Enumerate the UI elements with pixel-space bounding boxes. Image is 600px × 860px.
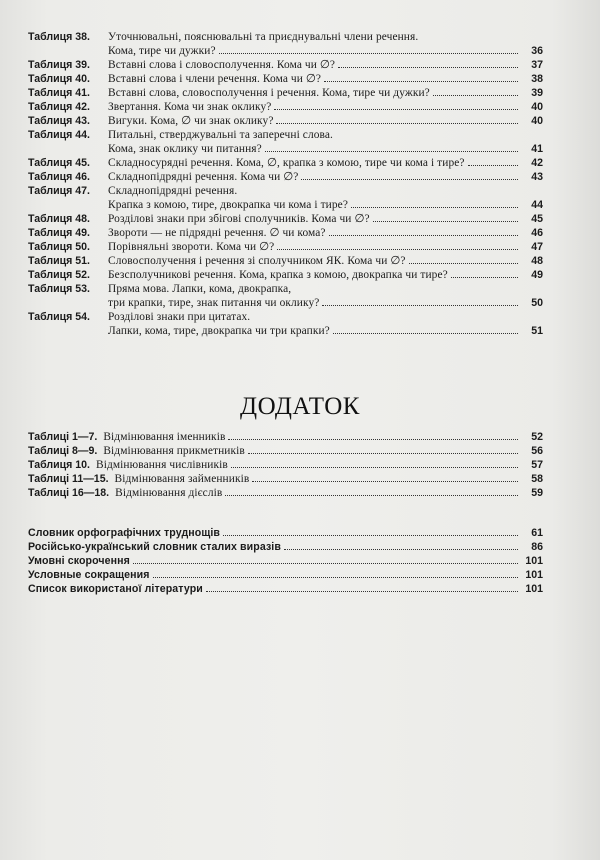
toc-entry-label: Таблиця 47. xyxy=(28,185,90,197)
toc-page-number: 43 xyxy=(531,171,543,183)
toc-entry-label: Таблиця 45. xyxy=(28,157,90,169)
toc-entry-line xyxy=(28,30,543,44)
toc-entry-line xyxy=(28,268,543,282)
dot-leader xyxy=(276,123,518,124)
dot-leader xyxy=(333,333,518,334)
toc-page-number: 41 xyxy=(531,143,543,155)
appendix-entry-label: Таблиці 8—9. xyxy=(28,445,98,457)
toc-entry-label: Таблиця 50. xyxy=(28,241,90,253)
appendix-entry xyxy=(28,486,543,500)
dot-leader xyxy=(225,495,518,496)
toc-entry-text: три крапки, тире, знак питання чи оклику? xyxy=(108,297,320,309)
toc-entry-line xyxy=(28,226,543,240)
toc-page-number: 51 xyxy=(531,325,543,337)
dot-leader xyxy=(351,207,518,208)
contents-appendix-list xyxy=(28,430,543,500)
toc-page-number: 47 xyxy=(531,241,543,253)
toc-entry-line xyxy=(28,254,543,268)
toc-page-number: 50 xyxy=(531,297,543,309)
toc-entry-label: Таблиця 42. xyxy=(28,101,90,113)
toc-entry-label: Таблиця 54. xyxy=(28,311,90,323)
toc-entry-text: Розділові знаки при збігові сполучників. Кома чи ∅? xyxy=(108,213,370,225)
toc-entry-line xyxy=(28,100,543,114)
toc-entry-line xyxy=(28,282,543,296)
appendix-entry-text: Відмінювання займенників xyxy=(114,473,250,485)
toc-page-number: 36 xyxy=(531,45,543,57)
toc-page-number: 42 xyxy=(531,157,543,169)
toc-entry-text: Вставні слова і члени речення. Кома чи ∅? xyxy=(108,73,322,85)
extra-page-number: 101 xyxy=(525,583,543,595)
appendix-entry-text: Відмінювання дієслів xyxy=(115,487,223,499)
toc-entry-text: Звертання. Кома чи знак оклику? xyxy=(108,101,272,113)
extra-entry xyxy=(28,554,543,568)
toc-page-number: 48 xyxy=(531,255,543,267)
extra-entry xyxy=(28,568,543,582)
dot-leader xyxy=(228,439,518,440)
dot-leader xyxy=(265,151,518,152)
toc-entry-text: Питальні, стверджувальні та заперечні слова. xyxy=(108,129,333,141)
toc-entry-text: Кома, знак оклику чи питання? xyxy=(108,143,262,155)
appendix-entry-label: Таблиці 16—18. xyxy=(28,487,110,499)
toc-entry-line xyxy=(28,240,543,254)
toc-entry-text: Звороти — не підрядні речення. ∅ чи кома? xyxy=(108,227,326,239)
appendix-entry-text: Відмінювання іменників xyxy=(103,431,226,443)
toc-entry-line xyxy=(28,44,543,58)
dot-leader xyxy=(301,179,518,180)
toc-entry-label: Таблиця 48. xyxy=(28,213,90,225)
dot-leader xyxy=(133,563,518,564)
toc-entry-line xyxy=(28,296,543,310)
toc-entry-line xyxy=(28,142,543,156)
toc-entry-label: Таблиця 53. xyxy=(28,283,90,295)
toc-entry-line xyxy=(28,114,543,128)
toc-entry-label: Таблиця 44. xyxy=(28,129,90,141)
extra-page-number: 86 xyxy=(531,541,543,553)
dot-leader xyxy=(451,277,518,278)
appendix-entry xyxy=(28,458,543,472)
toc-entry-line xyxy=(28,58,543,72)
appendix-page-number: 59 xyxy=(531,487,543,499)
toc-entry-line xyxy=(28,324,543,338)
toc-page-number: 37 xyxy=(531,59,543,71)
toc-entry-line xyxy=(28,212,543,226)
extra-entry xyxy=(28,540,543,554)
dot-leader xyxy=(338,67,518,68)
toc-entry-text: Розділові знаки при цитатах. xyxy=(108,311,251,323)
appendix-page-number: 56 xyxy=(531,445,543,457)
appendix-entry-label: Таблиці 11—15. xyxy=(28,473,109,485)
toc-entry-line xyxy=(28,310,543,324)
appendix-page-number: 52 xyxy=(531,431,543,443)
toc-entry-label: Таблиця 43. xyxy=(28,115,90,127)
toc-entry-text: Складносурядні речення. Кома, ∅, крапка з комою, тире чи кома і тире? xyxy=(108,157,465,169)
dot-leader xyxy=(153,577,518,578)
toc-entry-line xyxy=(28,86,543,100)
toc-entry-text: Вигуки. Кома, ∅ чи знак оклику? xyxy=(108,115,274,127)
appendix-entry xyxy=(28,430,543,444)
toc-entry-line xyxy=(28,72,543,86)
toc-entry-text: Порівняльні звороти. Кома чи ∅? xyxy=(108,241,275,253)
dot-leader xyxy=(409,263,518,264)
appendix-entry-text: Відмінювання прикметників xyxy=(103,445,245,457)
appendix-heading: ДОДАТОК xyxy=(240,393,360,420)
appendix-entry xyxy=(28,472,543,486)
toc-entry-line xyxy=(28,128,543,142)
toc-entry-line xyxy=(28,156,543,170)
extra-entry-text: Словник орфографічних труднощів xyxy=(28,527,221,539)
appendix-entry-label: Таблиця 10. xyxy=(28,459,90,471)
toc-page-number: 38 xyxy=(531,73,543,85)
extra-entry xyxy=(28,582,543,596)
dot-leader xyxy=(277,249,518,250)
toc-entry-line xyxy=(28,184,543,198)
toc-entry-text: Складнопідрядні речення. xyxy=(108,185,238,197)
dot-leader xyxy=(433,95,518,96)
toc-entry-text: Складнопідрядні речення. Кома чи ∅? xyxy=(108,171,299,183)
dot-leader xyxy=(219,53,518,54)
toc-entry-label: Таблиця 39. xyxy=(28,59,90,71)
contents-main-list xyxy=(28,30,543,338)
toc-entry-label: Таблиця 49. xyxy=(28,227,90,239)
extra-page-number: 101 xyxy=(525,569,543,581)
toc-entry-text: Безсполучникові речення. Кома, крапка з комою, двокрапка чи тире? xyxy=(108,269,448,281)
dot-leader xyxy=(324,81,518,82)
dot-leader xyxy=(322,305,518,306)
appendix-entry-label: Таблиці 1—7. xyxy=(28,431,98,443)
dot-leader xyxy=(284,549,518,550)
dot-leader xyxy=(248,453,518,454)
extra-entry xyxy=(28,526,543,540)
appendix-entry-text: Відмінювання числівників xyxy=(96,459,228,471)
toc-entry-text: Словосполучення і речення зі сполучником ЯК. Кома чи ∅? xyxy=(108,255,406,267)
extra-entry-text: Умовні скорочення xyxy=(28,555,130,567)
toc-entry-text: Лапки, кома, тире, двокрапка чи три крапки? xyxy=(108,325,330,337)
toc-entry-label: Таблиця 52. xyxy=(28,269,90,281)
toc-entry-label: Таблиця 46. xyxy=(28,171,90,183)
toc-page-number: 46 xyxy=(531,227,543,239)
toc-page-number: 44 xyxy=(531,199,543,211)
dot-leader xyxy=(274,109,518,110)
extra-entry-text: Список використаної літератури xyxy=(28,583,203,595)
toc-entry-text: Крапка з комою, тире, двокрапка чи кома і тире? xyxy=(108,199,348,211)
dot-leader xyxy=(206,591,518,592)
toc-page-number: 40 xyxy=(531,101,543,113)
toc-entry-text: Вставні слова і словосполучення. Кома чи ∅? xyxy=(108,59,336,71)
toc-entry-label: Таблиця 38. xyxy=(28,31,90,43)
toc-entry-text: Вставні слова, словосполучення і речення. Кома, тире чи дужки? xyxy=(108,87,430,99)
appendix-page-number: 57 xyxy=(531,459,543,471)
toc-entry-text: Кома, тире чи дужки? xyxy=(108,45,216,57)
extra-page-number: 101 xyxy=(525,555,543,567)
extra-page-number: 61 xyxy=(531,527,543,539)
toc-entry-label: Таблиця 40. xyxy=(28,73,90,85)
dot-leader xyxy=(223,535,518,536)
toc-page-number: 39 xyxy=(531,87,543,99)
extra-entry-text: Условные сокращения xyxy=(28,569,150,581)
dot-leader xyxy=(231,467,518,468)
dot-leader xyxy=(329,235,518,236)
toc-entry-text: Уточнювальні, пояснювальні та приєднувальні члени речення. xyxy=(108,31,419,43)
toc-entry-text: Пряма мова. Лапки, кома, двокрапка, xyxy=(108,283,292,295)
dot-leader xyxy=(252,481,518,482)
toc-page-number: 49 xyxy=(531,269,543,281)
appendix-entry xyxy=(28,444,543,458)
toc-page-number: 45 xyxy=(531,213,543,225)
contents-extra-list xyxy=(28,526,543,596)
toc-page-number: 40 xyxy=(531,115,543,127)
dot-leader xyxy=(468,165,518,166)
toc-entry-line xyxy=(28,170,543,184)
toc-entry-label: Таблиця 41. xyxy=(28,87,90,99)
extra-entry-text: Російсько-український словник сталих виразів xyxy=(28,541,281,553)
appendix-page-number: 58 xyxy=(531,473,543,485)
toc-entry-line xyxy=(28,198,543,212)
toc-entry-label: Таблиця 51. xyxy=(28,255,90,267)
dot-leader xyxy=(373,221,518,222)
